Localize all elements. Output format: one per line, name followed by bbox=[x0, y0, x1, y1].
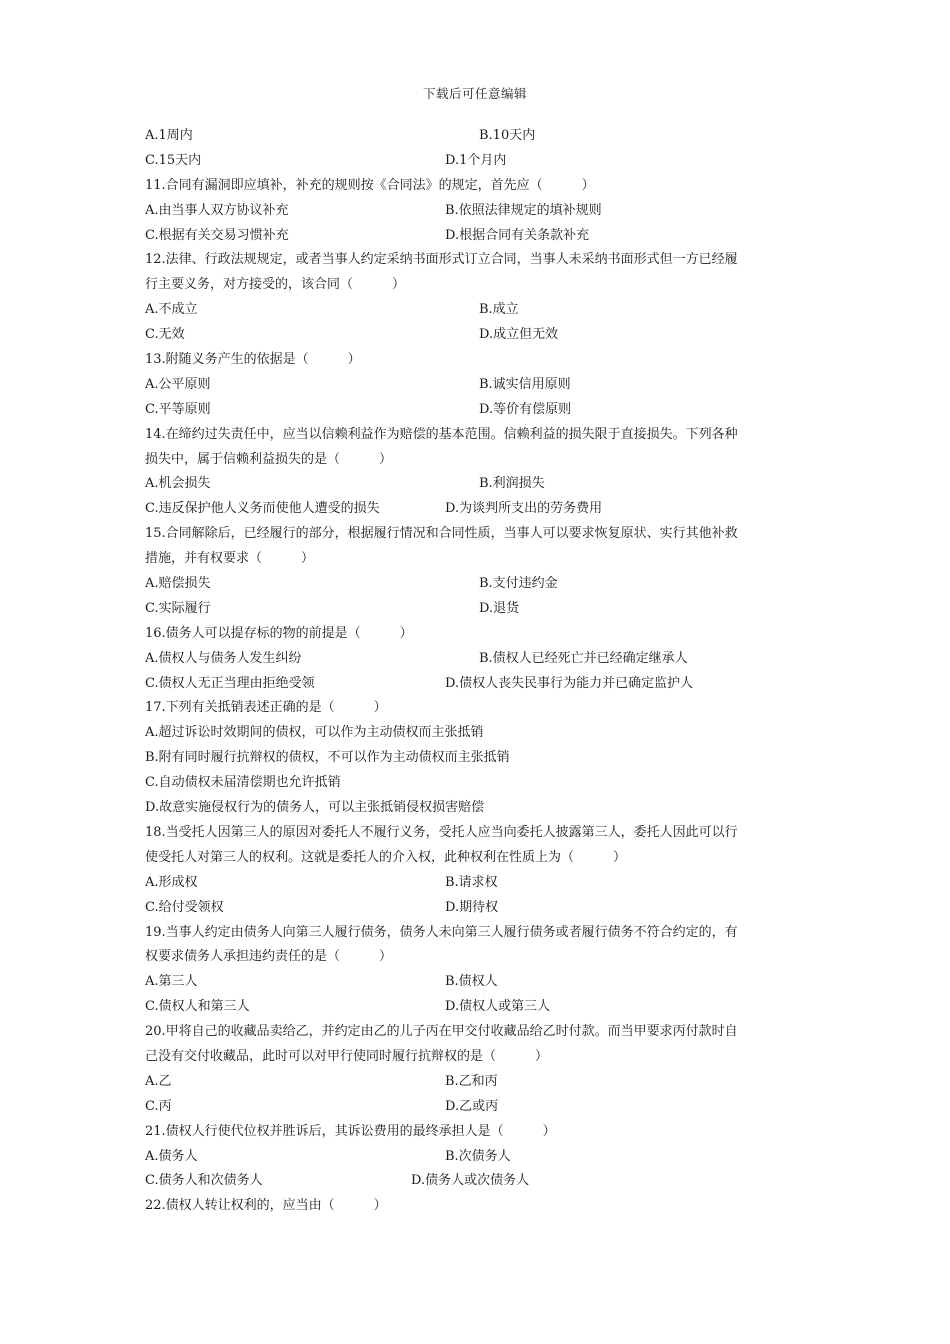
question-text: A.超过诉讼时效期间的债权，可以作为主动债权而主张抵销 bbox=[145, 725, 484, 741]
question-line bbox=[145, 348, 805, 373]
question-line bbox=[145, 1194, 805, 1219]
answer-option: A.1周内 bbox=[145, 128, 193, 143]
question-text: 22.债权人转让权利的，应当由（ ） bbox=[145, 1198, 387, 1214]
question-text: D.故意实施侵权行为的债务人，可以主张抵销侵权损害赔偿 bbox=[145, 800, 485, 816]
question-line bbox=[145, 921, 805, 946]
answer-option: A.形成权 bbox=[145, 874, 198, 890]
option-row bbox=[145, 1095, 805, 1120]
answer-option: C.平等原则 bbox=[145, 401, 211, 417]
question-line bbox=[145, 1120, 805, 1145]
option-row bbox=[145, 970, 805, 995]
question-text: 17.下列有关抵销表述正确的是（ ） bbox=[145, 700, 387, 716]
answer-option: D.为谈判所支出的劳务费用 bbox=[445, 501, 603, 517]
option-row bbox=[145, 1070, 805, 1095]
question-text: 使受托人对第三人的权利。这就是委托人的介入权，此种权利在性质上为（ ） bbox=[145, 849, 627, 865]
option-row bbox=[145, 497, 805, 522]
option-row bbox=[145, 124, 805, 149]
answer-option: C.根据有关交易习惯补充 bbox=[145, 227, 289, 243]
question-text: 21.债权人行使代位权并胜诉后，其诉讼费用的最终承担人是（ ） bbox=[145, 1123, 556, 1139]
answer-option: B.10天内 bbox=[479, 128, 536, 143]
question-line bbox=[145, 771, 805, 796]
answer-option: D.乙或丙 bbox=[445, 1098, 499, 1114]
question-line bbox=[145, 423, 805, 448]
answer-option: A.第三人 bbox=[145, 974, 198, 990]
option-row bbox=[145, 896, 805, 921]
question-line bbox=[145, 721, 805, 746]
option-row bbox=[145, 871, 805, 896]
answer-option: B.依照法律规定的填补规则 bbox=[445, 202, 602, 218]
answer-option: A.不成立 bbox=[145, 302, 198, 318]
question-line bbox=[145, 1020, 805, 1045]
answer-option: C.债务人和次债务人 bbox=[145, 1173, 263, 1189]
answer-option: D.1个月内 bbox=[445, 152, 507, 168]
option-row bbox=[145, 572, 805, 597]
answer-option: A.公平原则 bbox=[145, 376, 211, 392]
option-row bbox=[145, 373, 805, 398]
answer-option: C.实际履行 bbox=[145, 600, 211, 616]
answer-option: A.债权人与债务人发生纠纷 bbox=[145, 650, 302, 666]
answer-option: D.根据合同有关条款补充 bbox=[445, 227, 590, 243]
answer-option: B.利润损失 bbox=[479, 476, 545, 492]
question-text: 12.法律、行政法规规定，或者当事人约定采纳书面形式订立合同，当事人未采纳书面形式但一方已经履 bbox=[145, 252, 738, 268]
question-list bbox=[145, 124, 805, 1219]
answer-option: A.乙 bbox=[145, 1073, 172, 1089]
question-text: 权要求债务人承担违约责任的是（ ） bbox=[145, 949, 393, 965]
answer-option: C.无效 bbox=[145, 327, 185, 343]
question-line bbox=[145, 174, 805, 199]
option-row bbox=[145, 995, 805, 1020]
option-row bbox=[145, 1169, 805, 1194]
question-line bbox=[145, 248, 805, 273]
answer-option: C.违反保护他人义务而使他人遭受的损失 bbox=[145, 501, 380, 517]
question-text: C.自动债权未届清偿期也允许抵销 bbox=[145, 775, 341, 791]
question-line bbox=[145, 522, 805, 547]
question-line bbox=[145, 696, 805, 721]
answer-option: C.给付受领权 bbox=[145, 899, 224, 915]
answer-option: D.债权人丧失民事行为能力并已确定监护人 bbox=[445, 675, 694, 691]
answer-option: A.赔偿损失 bbox=[145, 576, 211, 592]
question-text: 行主要义务，对方接受的，该合同（ ） bbox=[145, 277, 406, 293]
answer-option: A.由当事人双方协议补充 bbox=[145, 202, 289, 218]
answer-option: B.成立 bbox=[479, 302, 519, 318]
question-text: 14.在缔约过失责任中，应当以信赖利益作为赔偿的基本范围。信赖利益的损失限于直接损失。下列各种 bbox=[145, 426, 738, 442]
page-header: 下载后可任意编辑 bbox=[422, 86, 527, 101]
option-row bbox=[145, 149, 805, 174]
option-row bbox=[145, 672, 805, 697]
option-row bbox=[145, 597, 805, 622]
option-row bbox=[145, 472, 805, 497]
option-row bbox=[145, 224, 805, 249]
question-line bbox=[145, 821, 805, 846]
question-text: 15.合同解除后，已经履行的部分，根据履行情况和合同性质，当事人可以要求恢复原状、实行其他补救 bbox=[145, 526, 738, 542]
answer-option: B.支付违约金 bbox=[479, 576, 558, 592]
question-text: 13.附随义务产生的依据是（ ） bbox=[145, 352, 361, 368]
answer-option: B.乙和丙 bbox=[445, 1073, 498, 1089]
option-row bbox=[145, 323, 805, 348]
question-line bbox=[145, 547, 805, 572]
question-line bbox=[145, 448, 805, 473]
question-line bbox=[145, 796, 805, 821]
question-text: 20.甲将自己的收藏品卖给乙，并约定由乙的儿子丙在甲交付收藏品给乙时付款。而当甲要求丙付款时自 bbox=[145, 1024, 738, 1040]
answer-option: B.次债务人 bbox=[445, 1148, 511, 1164]
answer-option: D.等价有偿原则 bbox=[479, 401, 572, 417]
option-row bbox=[145, 1145, 805, 1170]
question-text: 措施，并有权要求（ ） bbox=[145, 551, 315, 567]
answer-option: B.诚实信用原则 bbox=[479, 376, 571, 392]
question-text: 19.当事人约定由债务人向第三人履行债务，债务人未向第三人履行债务或者履行债务不符合约定的，有 bbox=[145, 924, 738, 940]
answer-option: C.债权人和第三人 bbox=[145, 999, 250, 1015]
option-row bbox=[145, 298, 805, 323]
question-text: 损失中，属于信赖利益损失的是（ ） bbox=[145, 451, 393, 467]
answer-option: A.机会损失 bbox=[145, 476, 211, 492]
question-text: B.附有同时履行抗辩权的债权，不可以作为主动债权而主张抵销 bbox=[145, 750, 510, 766]
answer-option: D.退货 bbox=[479, 600, 520, 616]
option-row bbox=[145, 398, 805, 423]
question-text: 己没有交付收藏品，此时可以对甲行使同时履行抗辩权的是（ ） bbox=[145, 1048, 549, 1064]
answer-option: C.丙 bbox=[145, 1098, 172, 1114]
answer-option: D.债务人或次债务人 bbox=[411, 1173, 530, 1189]
option-row bbox=[145, 199, 805, 224]
question-line bbox=[145, 746, 805, 771]
answer-option: B.请求权 bbox=[445, 874, 498, 890]
answer-option: C.15天内 bbox=[145, 152, 202, 168]
answer-option: B.债权人已经死亡并已经确定继承人 bbox=[479, 650, 688, 666]
option-row bbox=[145, 647, 805, 672]
question-line bbox=[145, 1045, 805, 1070]
question-text: 11.合同有漏洞即应填补，补充的规则按《合同法》的规定，首先应（ ） bbox=[145, 177, 595, 193]
answer-option: D.成立但无效 bbox=[479, 327, 559, 343]
answer-option: D.债权人或第三人 bbox=[445, 999, 551, 1015]
question-text: 18.当受托人因第三人的原因对委托人不履行义务，受托人应当向委托人披露第三人，委托人因此可以行 bbox=[145, 824, 738, 840]
answer-option: C.债权人无正当理由拒绝受领 bbox=[145, 675, 315, 691]
question-line bbox=[145, 273, 805, 298]
question-text: 16.债务人可以提存标的物的前提是（ ） bbox=[145, 625, 413, 641]
question-line bbox=[145, 622, 805, 647]
question-line bbox=[145, 846, 805, 871]
answer-option: A.债务人 bbox=[145, 1148, 198, 1164]
answer-option: B.债权人 bbox=[445, 974, 498, 990]
question-line bbox=[145, 945, 805, 970]
answer-option: D.期待权 bbox=[445, 899, 499, 915]
